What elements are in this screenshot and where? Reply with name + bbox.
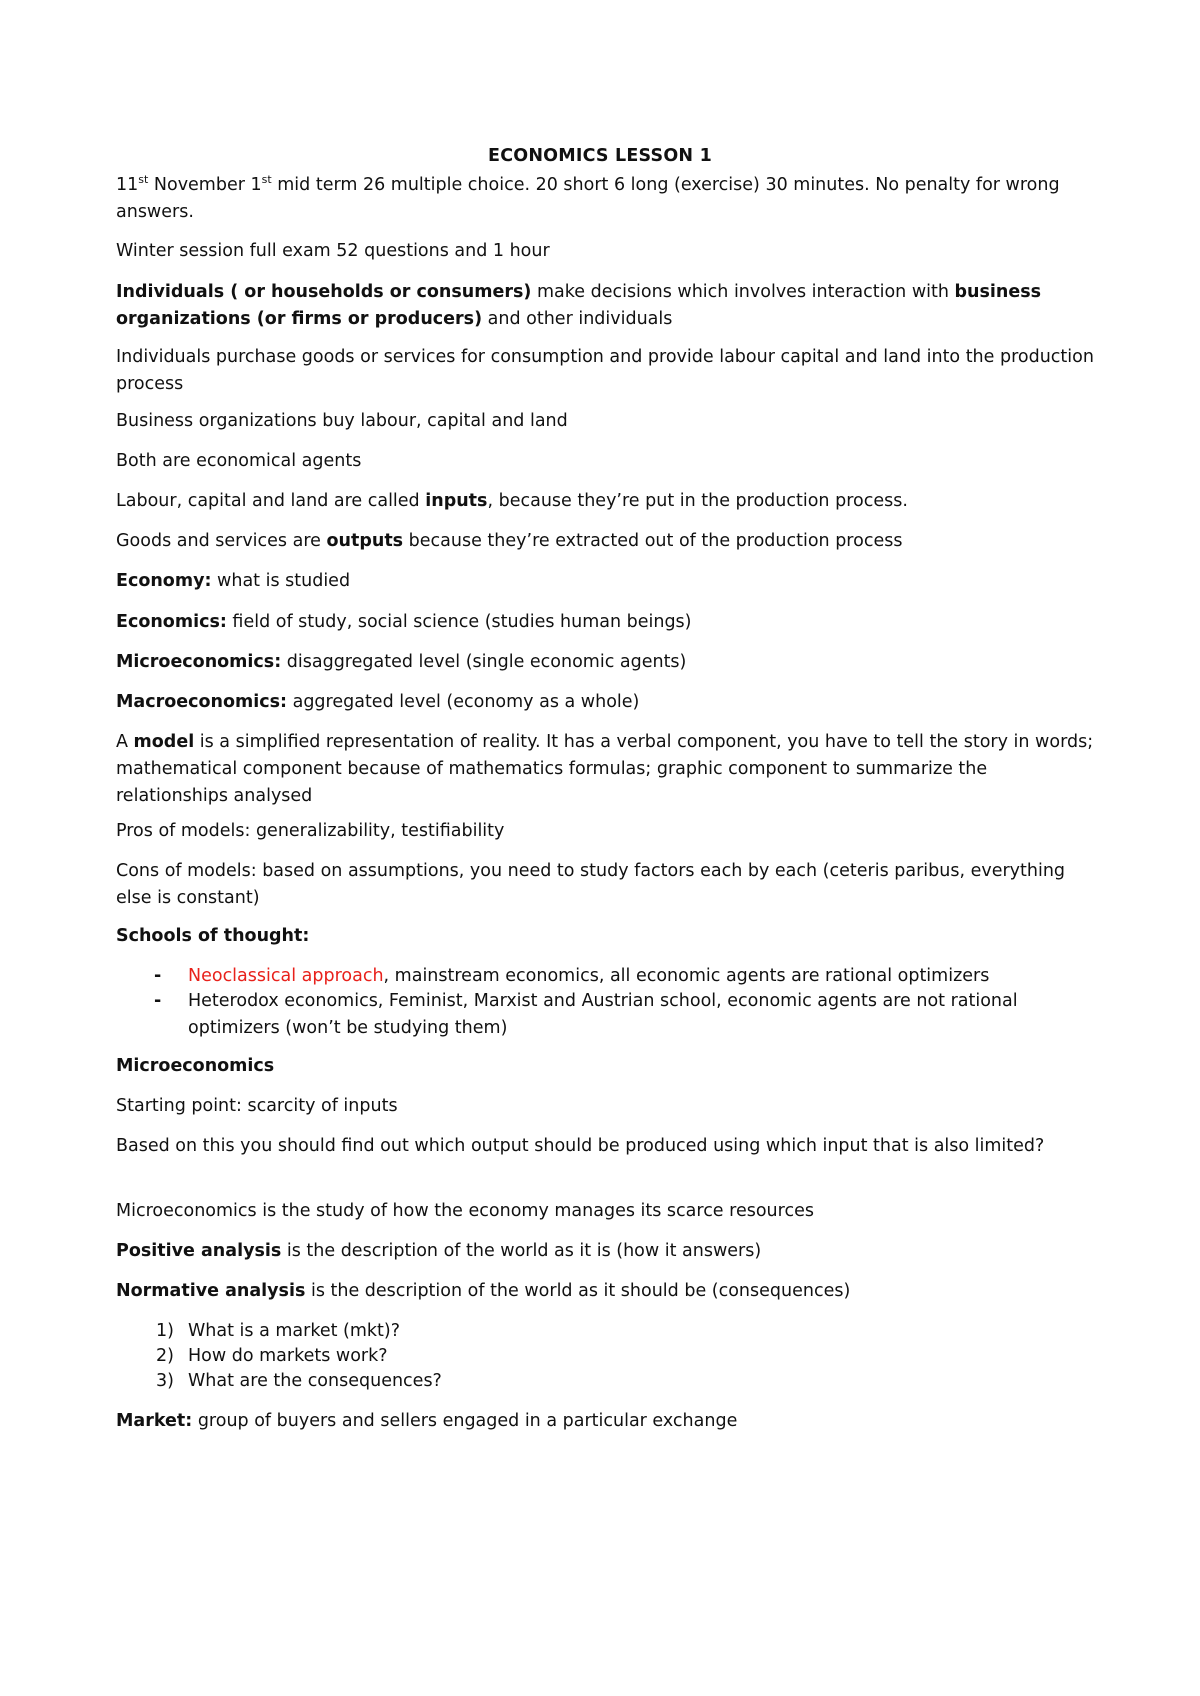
list-marker: 3): [156, 1371, 174, 1391]
macroeconomics-definition: Macroeconomics: aggregated level (economy as a whole): [116, 692, 640, 712]
individuals-paragraph: Individuals ( or households or consumers) make decisions which involves interaction with business organizations (or firms or producers) and other individuals: [116, 282, 1042, 329]
individuals-purchase-paragraph: Individuals purchase goods or services for consumption and provide labour capital and land into the production process: [116, 347, 1094, 394]
business-organizations-paragraph: Business organizations buy labour, capital and land: [116, 411, 568, 431]
list-marker: -: [154, 966, 162, 986]
starting-point-paragraph: Starting point: scarcity of inputs: [116, 1096, 398, 1116]
exam-dates-paragraph: 11st November 1st mid term 26 multiple choice. 20 short 6 long (exercise) 30 minutes. No penalty for wrong answers.: [116, 173, 1060, 222]
list-marker: 1): [156, 1321, 174, 1341]
positive-analysis-definition: Positive analysis is the description of the world as it is (how it answers): [116, 1241, 762, 1261]
microeconomics-definition: Microeconomics: disaggregated level (single economic agents): [116, 652, 687, 672]
inputs-paragraph: Labour, capital and land are called inputs, because they’re put in the production process.: [116, 491, 908, 511]
economy-definition: Economy: what is studied: [116, 571, 351, 591]
winter-session-paragraph: Winter session full exam 52 questions and 1 hour: [116, 241, 550, 261]
schools-of-thought-heading: Schools of thought:: [116, 926, 310, 946]
page-title: ECONOMICS LESSON 1: [488, 146, 712, 166]
microeconomics-heading: Microeconomics: [116, 1056, 275, 1076]
list-marker: -: [154, 991, 162, 1011]
list-marker: 2): [156, 1346, 174, 1366]
neoclassical-highlight: Neoclassical approach: [188, 966, 384, 986]
normative-analysis-definition: Normative analysis is the description of the world as it should be (consequences): [116, 1281, 851, 1301]
economics-definition: Economics: field of study, social science (studies human beings): [116, 612, 692, 632]
pros-of-models: Pros of models: generalizability, testifiability: [116, 821, 505, 841]
outputs-paragraph: Goods and services are outputs because they’re extracted out of the production process: [116, 531, 903, 551]
economical-agents-paragraph: Both are economical agents: [116, 451, 362, 471]
market-definition: Market: group of buyers and sellers engaged in a particular exchange: [116, 1411, 738, 1431]
cons-of-models: Cons of models: based on assumptions, you need to study factors each by each (ceteris paribus, everything else is constant): [116, 861, 1066, 908]
output-input-paragraph: Based on this you should find out which output should be produced using which input that is also limited?: [116, 1136, 1045, 1156]
microeconomics-study-paragraph: Microeconomics is the study of how the economy manages its scarce resources: [116, 1201, 814, 1221]
model-definition: A model is a simplified representation of reality. It has a verbal component, you have to tell the story in words; mathematical component because of mathematics formulas; graphic component to summarize the relationships analysed: [116, 732, 1094, 806]
